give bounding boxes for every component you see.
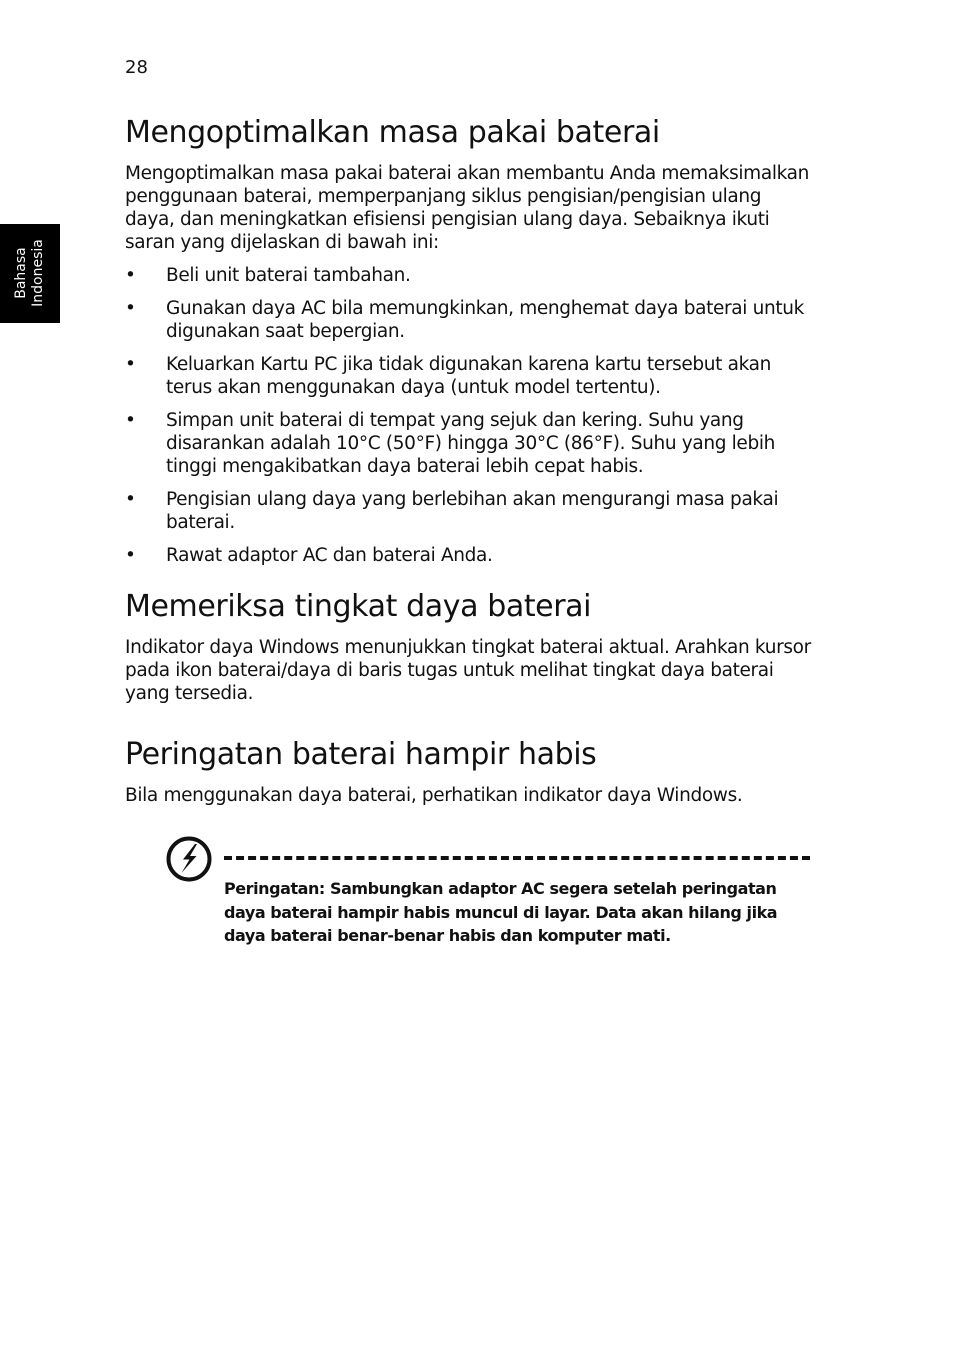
page-number: 28 [125,57,148,78]
section-optimize-battery [125,113,815,567]
list-item-text: Gunakan daya AC bila memungkinkan, menghemat daya baterai untuk digunakan saat bepergian. [166,298,804,342]
page-content [125,113,815,807]
list-item [125,488,815,534]
language-side-tab [0,224,60,323]
section-check-battery-level [125,587,815,705]
list-item [125,409,815,478]
language-tab-line1: Bahasa [13,247,29,299]
section-title-optimize: Mengoptimalkan masa pakai baterai [125,115,660,150]
section-body-check-level: Indikator daya Windows menunjukkan tingkat baterai aktual. Arahkan kursor pada ikon baterai/daya di baris tugas untuk melihat tingkat daya baterai yang tersedia. [125,637,811,704]
list-item [125,544,815,567]
bullet-icon: • [125,545,136,566]
lightning-warning-icon [166,836,212,882]
bullet-icon: • [125,489,136,510]
warning-text: Peringatan: Sambungkan adaptor AC segera setelah peringatan daya baterai hampir habis muncul di layar. Data akan hilang jika daya baterai benar-benar habis dan komputer mati. [224,879,778,945]
language-tab-line2: Indonesia [30,239,46,307]
bullet-icon: • [125,410,136,431]
section-title-low-warning: Peringatan baterai hampir habis [125,737,597,772]
section-intro-optimize: Mengoptimalkan masa pakai baterai akan membantu Anda memaksimalkan penggunaan baterai, memperpanjang siklus pengisian/pengisian ulang daya, dan meningkatkan efisiensi pengisian ulang daya. Sebaiknya ikuti saran yang dijelaskan di bawah ini: [125,163,810,253]
list-item-text: Beli unit baterai tambahan. [166,265,411,286]
section-low-battery-warning [125,735,815,807]
bullet-icon: • [125,354,136,375]
warning-note [166,836,816,956]
bullet-icon: • [125,298,136,319]
list-item [125,353,815,399]
language-tab-label [13,239,47,307]
section-title-check-level: Memeriksa tingkat daya baterai [125,589,592,624]
list-item-text: Keluarkan Kartu PC jika tidak digunakan karena kartu tersebut akan terus akan menggunakan daya (untuk model tertentu). [166,354,771,398]
list-item [125,297,815,343]
list-item [125,264,815,287]
list-item-text: Pengisian ulang daya yang berlebihan akan mengurangi masa pakai baterai. [166,489,779,533]
section-body-low-warning: Bila menggunakan daya baterai, perhatikan indikator daya Windows. [125,785,743,806]
list-item-text: Simpan unit baterai di tempat yang sejuk dan kering. Suhu yang disarankan adalah 10°C (50°F) hingga 30°C (86°F). Suhu yang lebih tinggi mengakibatkan daya baterai lebih cepat habis. [166,410,776,477]
tips-list [125,264,815,567]
list-item-text: Rawat adaptor AC dan baterai Anda. [166,545,493,566]
bullet-icon: • [125,265,136,286]
warning-dashed-divider [224,856,810,860]
